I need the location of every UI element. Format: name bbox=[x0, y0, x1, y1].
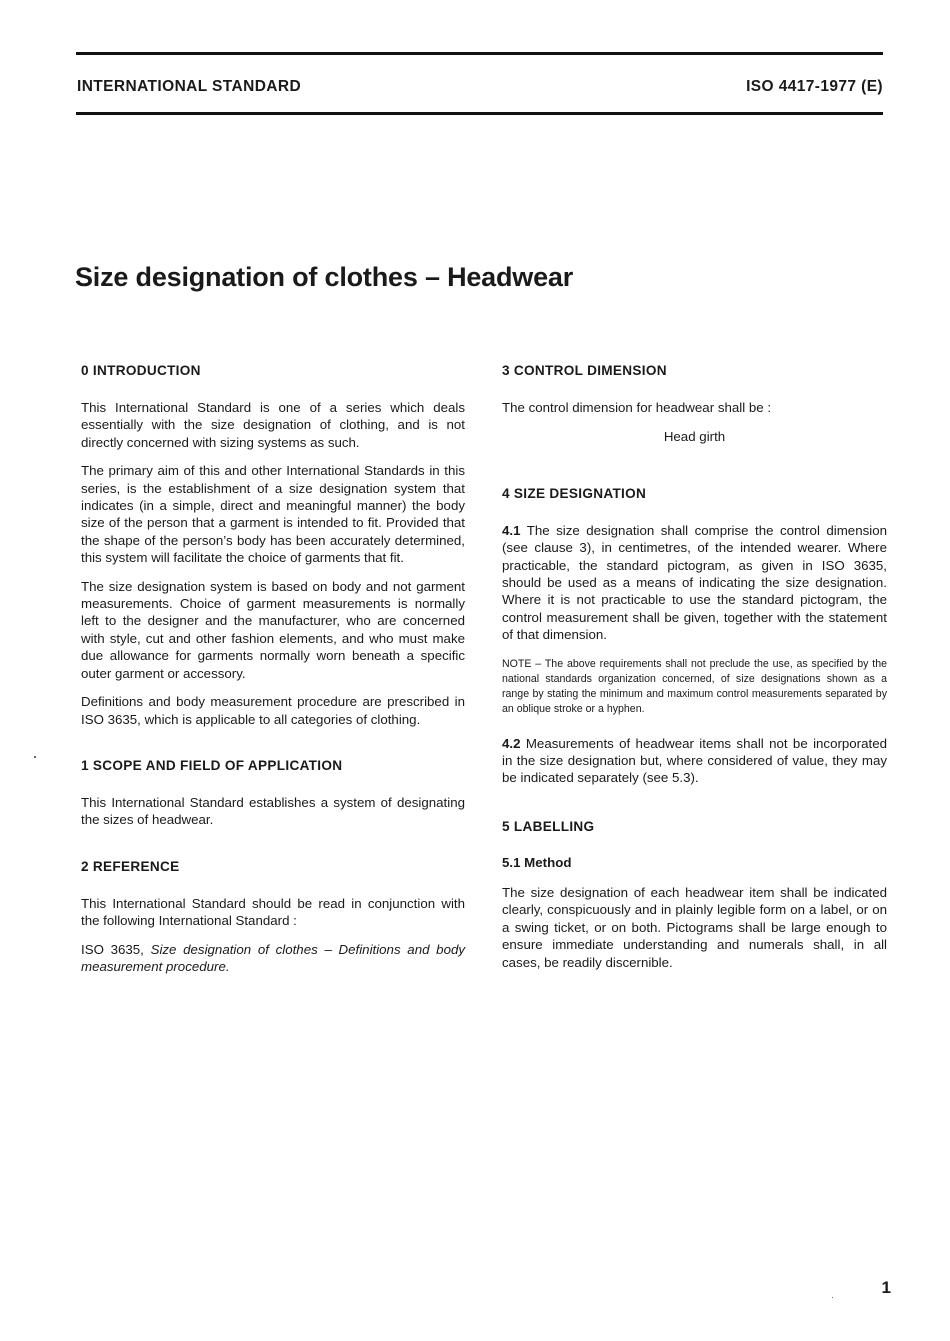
clause-4-2 bbox=[502, 735, 887, 787]
section-heading-labelling: 5 LABELLING bbox=[502, 818, 595, 834]
clause-4-1-text: The size designation shall comprise the control dimension (see clause 3), in centimetres, of the intended wearer. Where practicable, the standard pictogram, as given in ISO 3635, should be used as a means of indicating the size designation. Where it is not practicable to use the standard pictogram, the control measurement shall be given, together with the statement of that dimension. bbox=[502, 522, 887, 643]
method-paragraph: The size designation of each headwear item shall be indicated clearly, conspicuously and in plainly legible form on a label, or on a swing ticket, or on both. Pictograms shall be large enough to ensure immediate understanding and numerals shall, in all cases, be readily discernible. bbox=[502, 884, 887, 970]
clause-4-2-number: 4.2 bbox=[502, 735, 521, 751]
reference-item-title: Size designation of clothes – Definitions and body measurement procedure. bbox=[81, 941, 466, 974]
header-bottom-rule bbox=[76, 112, 883, 115]
header-top-rule bbox=[76, 52, 883, 55]
right-column bbox=[502, 362, 887, 971]
clause-4-1-number: 4.1 bbox=[502, 522, 521, 538]
scan-speck-2 bbox=[832, 1297, 833, 1298]
standard-number: ISO 4417-1977 (E) bbox=[746, 78, 883, 95]
section-heading-control-dimension: 3 CONTROL DIMENSION bbox=[502, 363, 667, 378]
intro-paragraph-2: The primary aim of this and other International Standards in this series, is the establishment of a size designation system that indicates (in a simple, direct and meaningful manner) the body size of the person that a garment is intended to fit. Provided that the shape of the person’s body has been accurately determined, this system will facilitate the choice of garments that fit. bbox=[81, 463, 465, 566]
reference-paragraph: This International Standard should be read in conjunction with the following International Standard : bbox=[81, 895, 465, 929]
section-heading-scope: 1 SCOPE AND FIELD OF APPLICATION bbox=[81, 757, 343, 773]
section-heading-introduction: 0 INTRODUCTION bbox=[81, 363, 201, 378]
scan-speck-1 bbox=[34, 756, 36, 758]
left-column bbox=[81, 362, 465, 975]
standard-type-label: INTERNATIONAL STANDARD bbox=[77, 78, 302, 95]
section-heading-reference: 2 REFERENCE bbox=[81, 858, 180, 874]
section-heading-size-designation: 4 SIZE DESIGNATION bbox=[502, 485, 647, 501]
intro-paragraph-1: This International Standard is one of a series which deals essentially with the size designation of clothing, and is not directly concerned with sizing systems as such. bbox=[81, 400, 465, 450]
clause-4-2-text: Measurements of headwear items shall not be incorporated in the size designation but, where considered of value, they may be indicated separately (see 5.3). bbox=[502, 735, 887, 786]
intro-paragraph-3: The size designation system is based on body and not garment measurements. Choice of garment measurements is normally left to the designer and the manufacturer, who are concerned with style, cut and other fashion elements, and who must make due allowance for garments normally worn beneath a specific outer garment or accessory. bbox=[81, 578, 465, 681]
reference-item bbox=[81, 941, 465, 976]
scope-paragraph: This International Standard establishes a system of designating the sizes of headwear. bbox=[81, 794, 465, 828]
clause-4-1 bbox=[502, 522, 887, 644]
control-dimension-item: Head girth bbox=[663, 429, 726, 445]
subsection-heading-method: 5.1 Method bbox=[502, 854, 572, 870]
intro-paragraph-4: Definitions and body measurement procedure are prescribed in ISO 3635, which is applicable to all categories of clothing. bbox=[81, 694, 465, 727]
note-paragraph: NOTE – The above requirements shall not preclude the use, as specified by the national standards organization concerned, of size designations shown as a range by stating the minimum and maximum control measurements separated by an oblique stroke or a hyphen. bbox=[502, 657, 887, 715]
control-dimension-paragraph: The control dimension for headwear shall be : bbox=[502, 400, 772, 415]
document-title: Size designation of clothes – Headwear bbox=[75, 262, 574, 292]
reference-item-code: ISO 3635, bbox=[81, 941, 144, 957]
page-number: 1 bbox=[881, 1278, 891, 1297]
